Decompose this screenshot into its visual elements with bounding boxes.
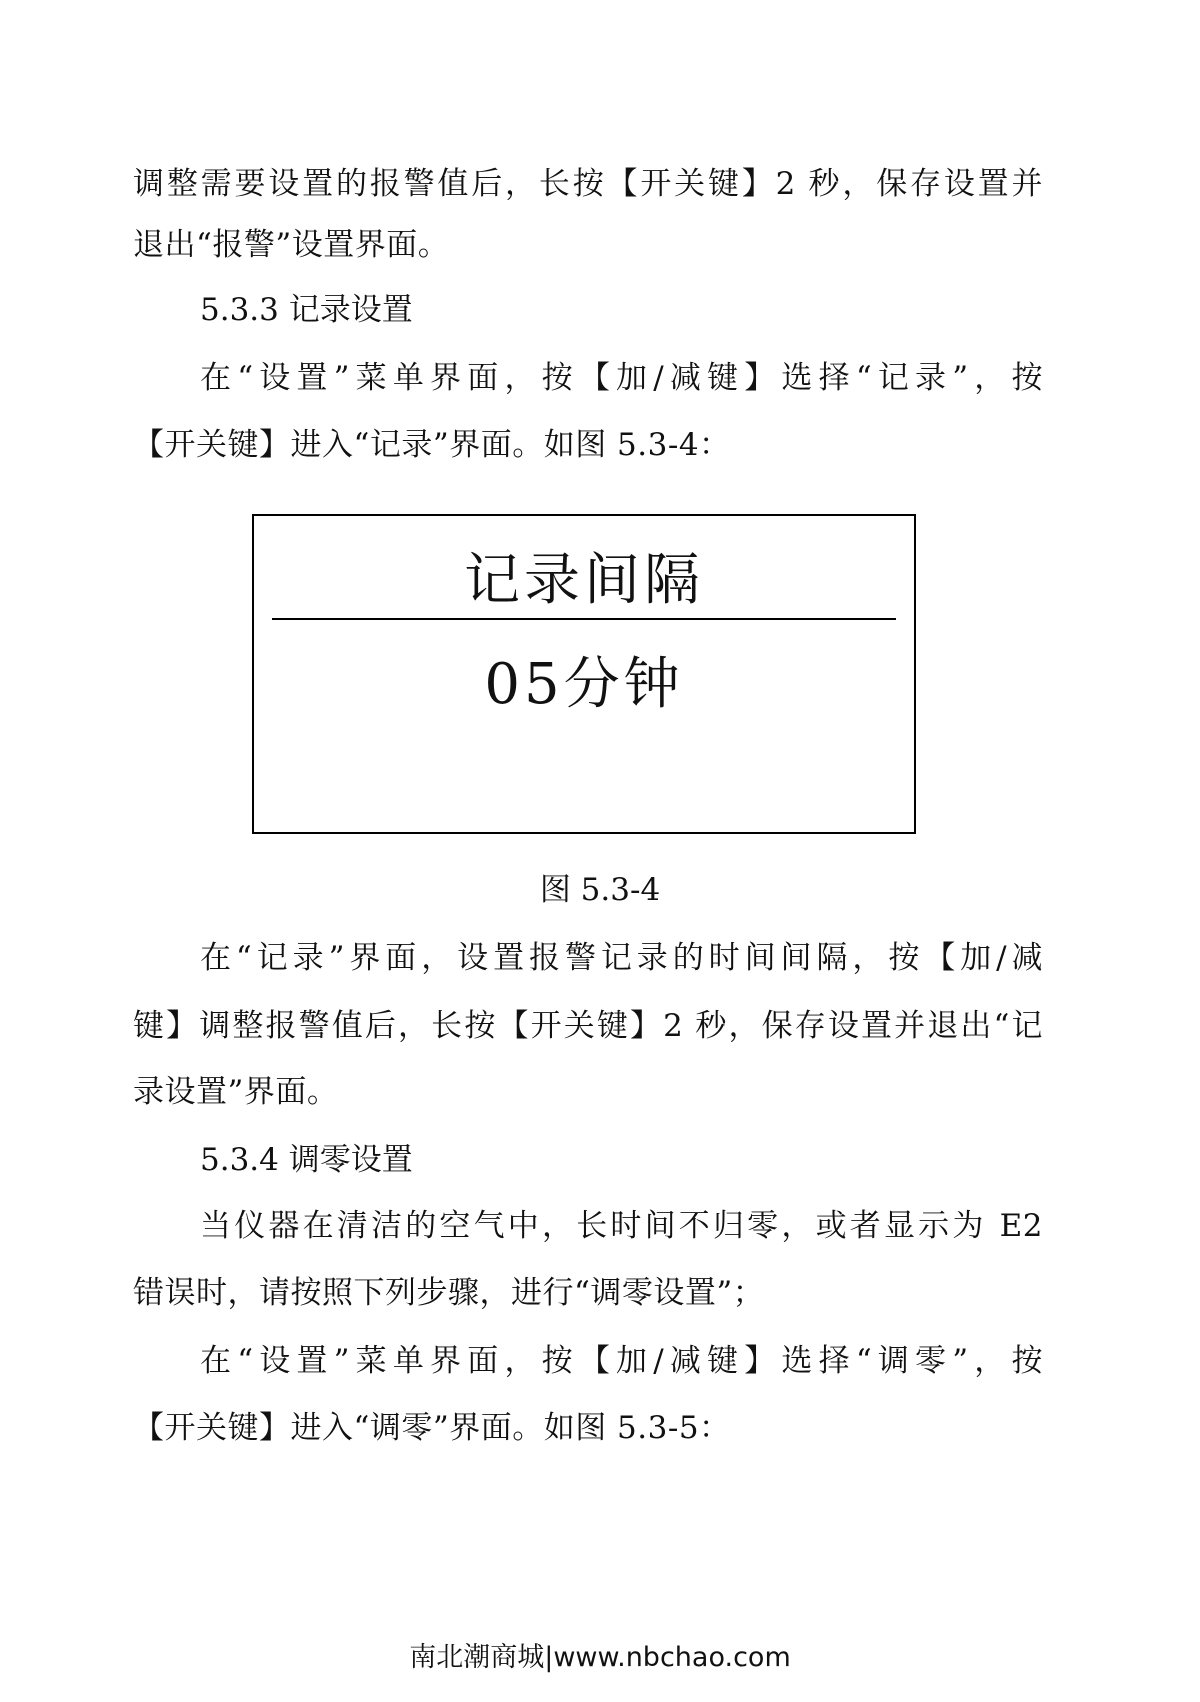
paragraph-line: 当仪器在清洁的空气中，长时间不归零，或者显示为 E2: [200, 1208, 1043, 1244]
paragraph-line: 在“设置”菜单界面，按【加/减键】选择“记录”，按: [200, 360, 1043, 396]
paragraph-line: 录设置”界面。: [133, 1074, 339, 1110]
figure-caption: 图 5.3-4: [539, 872, 661, 908]
screen-divider: [272, 618, 896, 620]
figure-device-screen: [252, 514, 916, 834]
paragraph-line: 退出“报警”设置界面。: [133, 227, 450, 263]
paragraph-line: 在“设置”菜单界面，按【加/减键】选择“调零”，按: [200, 1343, 1043, 1379]
paragraph-line: 在“记录”界面，设置报警记录的时间间隔，按【加/减: [200, 940, 1043, 976]
footer-watermark: 南北潮商城|www.nbchao.com: [409, 1642, 791, 1673]
paragraph-line: 【开关键】进入“记录”界面。如图 5.3-4：: [133, 427, 731, 463]
section-heading-5-3-4: 5.3.4 调零设置: [200, 1142, 413, 1178]
paragraph-line: 错误时，请按照下列步骤，进行“调零设置”；: [133, 1275, 765, 1311]
paragraph-line: 【开关键】进入“调零”界面。如图 5.3-5：: [133, 1410, 731, 1446]
paragraph-line: 调整需要设置的报警值后，长按【开关键】2 秒，保存设置并: [133, 166, 1043, 202]
paragraph-line: 键】调整报警值后，长按【开关键】2 秒，保存设置并退出“记: [133, 1008, 1043, 1044]
screen-value: 05分钟: [484, 652, 684, 717]
screen-title: 记录间隔: [464, 548, 704, 613]
section-heading-5-3-3: 5.3.3 记录设置: [200, 292, 413, 328]
